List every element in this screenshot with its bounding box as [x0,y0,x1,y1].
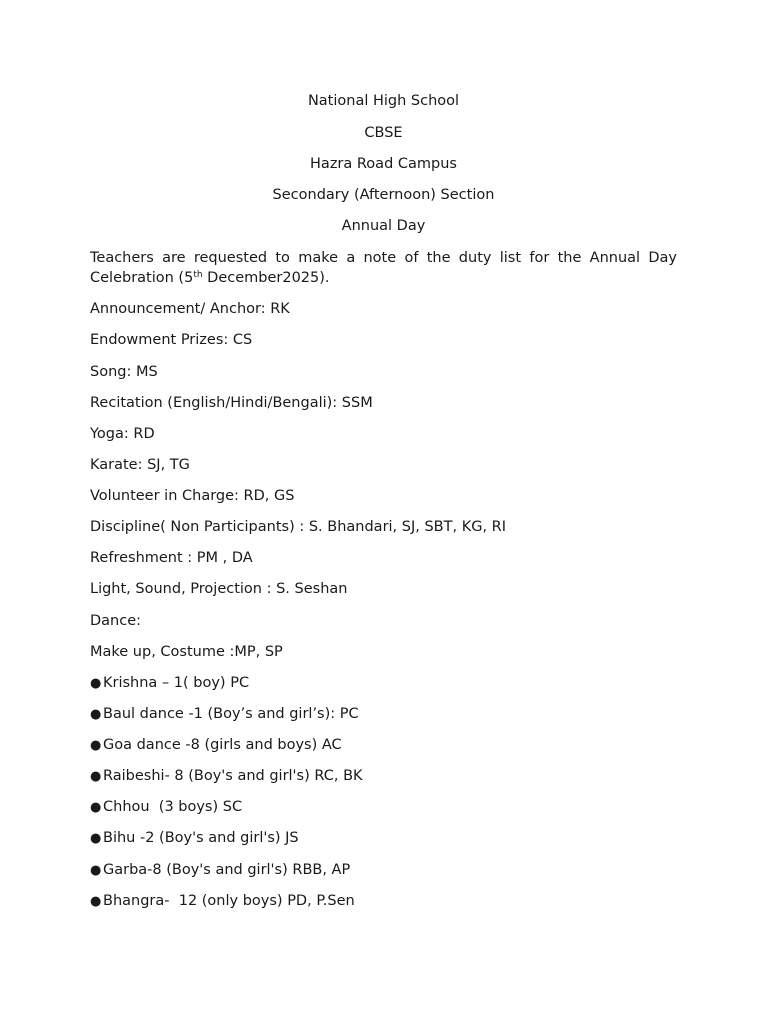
board-name: CBSE [364,125,403,141]
dance-item-label: Bihu -2 (Boy's and girl's) JS [103,830,299,846]
notice-superscript: th [193,270,203,280]
duty-line: Endowment Prizes: CS [90,332,253,348]
bullet-icon: ● [90,738,102,753]
bullet-icon: ● [90,800,102,815]
notice-line-2-after: December2025). [202,270,330,286]
dance-item-label: Goa dance -8 (girls and boys) AC [103,737,342,753]
bullet-icon: ● [90,831,102,846]
duty-line: Karate: SJ, TG [90,457,190,473]
dance-item [90,829,299,848]
section-name: Secondary (Afternoon) Section [272,187,495,203]
notice-paragraph [90,248,677,288]
bullet-icon: ● [90,894,102,909]
bullet-icon: ● [90,676,102,691]
duty-line: Announcement/ Anchor: RK [90,301,290,317]
dance-item [90,736,342,755]
dance-item [90,705,359,724]
dance-item-label: Raibeshi- 8 (Boy's and girl's) RC, BK [103,768,363,784]
duty-line: Discipline( Non Participants) : S. Bhandari, SJ, SBT, KG, RI [90,519,507,535]
duty-line: Dance: [90,613,142,629]
dance-item [90,767,363,786]
dance-item-label: Baul dance -1 (Boy’s and girl’s): PC [103,706,359,722]
school-name: National High School [307,93,460,109]
document-page [90,0,677,1024]
dance-item [90,798,242,817]
notice-line-2 [90,268,677,288]
dance-item-label: Chhou (3 boys) SC [103,799,243,815]
event-title: Annual Day [341,218,426,234]
duty-line: Volunteer in Charge: RD, GS [90,488,295,504]
duty-line: Refreshment : PM , DA [90,550,253,566]
campus-name: Hazra Road Campus [310,156,457,172]
bullet-icon: ● [90,769,102,784]
duty-line: Song: MS [90,364,158,380]
dance-item [90,861,350,880]
duty-line: Recitation (English/Hindi/Bengali): SSM [90,395,373,411]
duty-line: Yoga: RD [90,426,155,442]
notice-line-2-before: Celebration (5 [90,270,194,286]
dance-item [90,892,355,911]
duty-line: Light, Sound, Projection : S. Seshan [90,581,348,597]
duty-line: Make up, Costume :MP, SP [90,644,283,660]
bullet-icon: ● [90,707,102,722]
notice-line-1: Teachers are requested to make a note of the duty list for the Annual Day [90,250,677,266]
dance-item-label: Garba-8 (Boy's and girl's) RBB, AP [103,862,351,878]
bullet-icon: ● [90,863,102,878]
dance-item-label: Krishna – 1( boy) PC [103,675,250,691]
dance-item-label: Bhangra- 12 (only boys) PD, P.Sen [103,893,355,909]
dance-item [90,674,249,693]
